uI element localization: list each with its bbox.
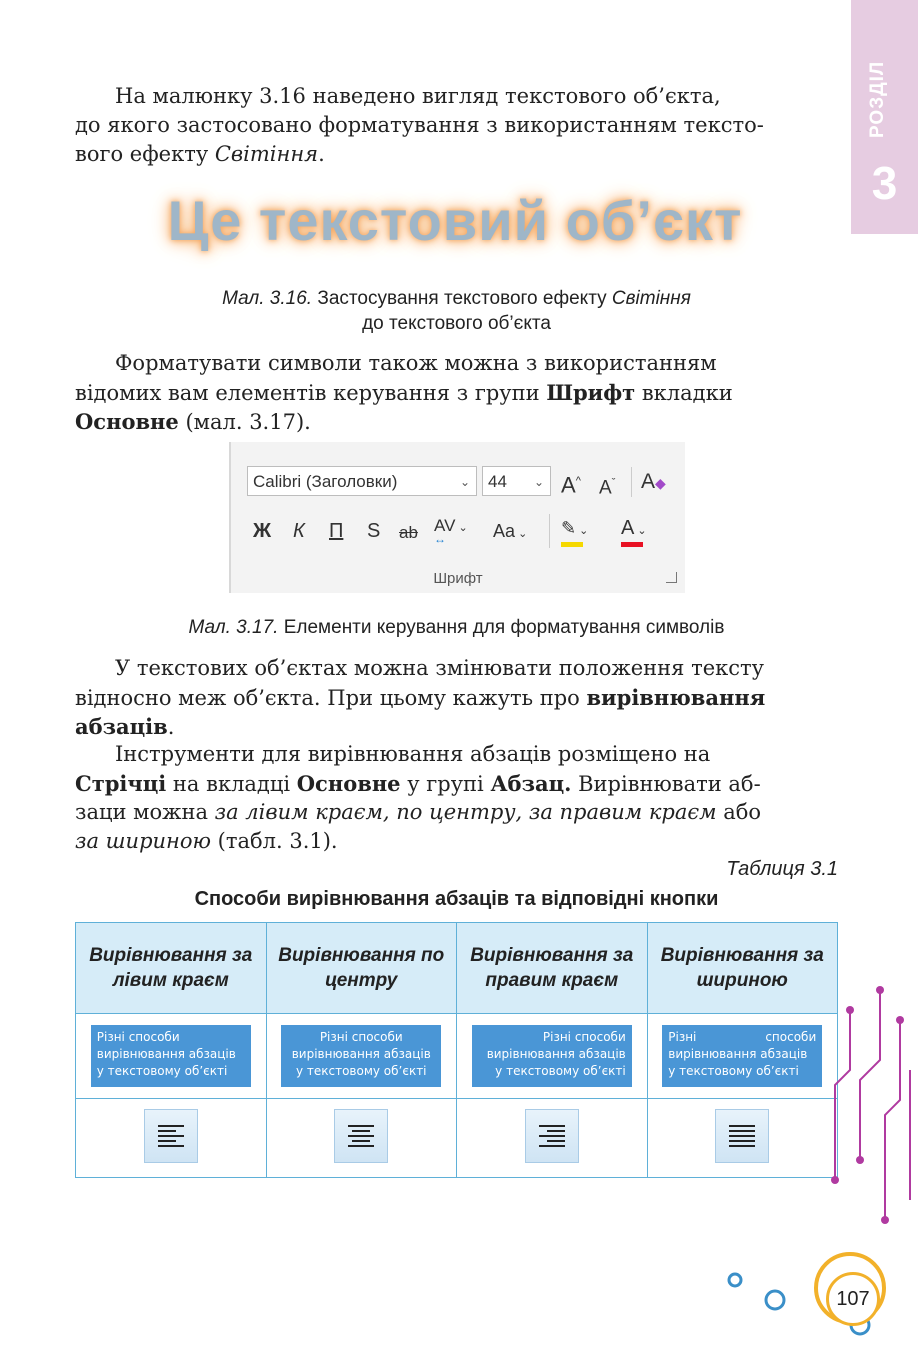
- chevron-down-icon: ⌄: [459, 475, 470, 489]
- font-ribbon-group: [229, 442, 685, 593]
- button-cell: [76, 1099, 267, 1178]
- figure-caption-3-16: Мал. 3.16. Застосування текстового ефекту Світіння до текстового об’єкта: [222, 288, 691, 334]
- font-name-combo[interactable]: Calibri (Заголовки) ⌄: [247, 466, 477, 496]
- marker-icon: ✎: [561, 518, 577, 538]
- eraser-icon: ◆: [655, 475, 666, 491]
- underline-button[interactable]: П: [329, 520, 344, 542]
- chapter-word: РОЗДІЛ: [867, 60, 888, 138]
- paragraph-line: На малюнку 3.16 наведено вигляд текстового об’єкта,: [115, 84, 721, 108]
- italic-button[interactable]: К: [293, 520, 305, 542]
- button-cell: [266, 1099, 457, 1178]
- change-case-button[interactable]: Aa ⌄: [493, 521, 528, 541]
- table-header-cell: Вирівнювання по центру: [266, 923, 457, 1014]
- spacing-arrows-icon: ↔: [434, 532, 446, 546]
- chapter-tab: [851, 0, 918, 234]
- dialog-launcher-icon[interactable]: [666, 572, 677, 583]
- table-header-cell: Вирівнювання за шириною: [647, 923, 838, 1014]
- group-label: Шрифт: [433, 570, 483, 587]
- font-color-button[interactable]: A ⌄: [621, 516, 647, 543]
- table-label: Таблиця 3.1: [726, 858, 838, 880]
- left-aligned-sample: Різні способи вирівнювання абзаців у текстовому об’єкті: [91, 1025, 251, 1087]
- paragraph-1: [75, 82, 838, 169]
- sample-cell: [76, 1014, 267, 1099]
- centered-sample: Різні способи вирівнювання абзаців у текстовому об’єкті: [281, 1025, 441, 1087]
- paragraph-line: вого ефекту Світіння.: [75, 142, 325, 166]
- table-header-cell: Вирівнювання за правим краєм: [457, 923, 648, 1014]
- page-number: 107: [826, 1272, 880, 1326]
- clear-formatting-button[interactable]: A◆: [641, 470, 666, 493]
- font-size-combo[interactable]: 44 ⌄: [482, 466, 551, 496]
- paragraph-3: У текстових об’єктах можна змінювати положення тексту відносно меж об’єкта. При цьому кажуть про вирівнювання абзаців.: [75, 656, 766, 739]
- character-spacing-button[interactable]: AV ⌄ ↔: [434, 516, 468, 546]
- align-center-icon[interactable]: [334, 1109, 388, 1163]
- right-aligned-sample: Різні способи вирівнювання абзаців у текстовому об’єкті: [472, 1025, 632, 1087]
- button-cell: [457, 1099, 648, 1178]
- sample-cell: [457, 1014, 648, 1099]
- shrink-font-button[interactable]: $A^ˇ$: [599, 477, 616, 499]
- paragraph-line: до якого застосовано форматування з використанням тексто-: [75, 113, 764, 137]
- glow-text-object: Це текстовий об’єкт: [167, 189, 743, 252]
- table-header-cell: Вирівнювання за лівим краєм: [76, 923, 267, 1014]
- strikethrough-button[interactable]: ab: [399, 523, 418, 542]
- grow-font-button[interactable]: A^: [561, 472, 581, 498]
- align-right-icon[interactable]: [525, 1109, 579, 1163]
- align-left-icon[interactable]: [144, 1109, 198, 1163]
- table-title: Способи вирівнювання абзаців та відповідні кнопки: [194, 888, 719, 910]
- sample-cell: [266, 1014, 457, 1099]
- highlight-color-button[interactable]: ✎ ⌄: [561, 516, 588, 543]
- paragraph-2: Форматувати символи також можна з використанням відомих вам елементів керування з групи Шрифт вкладки Основне (мал. 3.17).: [75, 351, 733, 434]
- circuit-decoration: [700, 980, 918, 1360]
- bold-button[interactable]: Ж: [253, 520, 272, 542]
- chapter-number: 3: [871, 157, 898, 209]
- justified-sample: Різні способи вирівнювання абзаців у текстовому об’єкті: [662, 1025, 822, 1087]
- paragraph-4: Інструменти для вирівнювання абзаців розміщено на Стрічці на вкладці Основне у групі Абзац. Вирівнювати аб- заци можна за лівим краєм, по центру, за правим краєм або за шириною (табл. 3.1).: [75, 742, 762, 853]
- text-shadow-button[interactable]: S: [367, 520, 381, 542]
- figure-caption-3-17: Мал. 3.17. Елементи керування для форматування символів: [188, 617, 725, 638]
- chevron-down-icon: ⌄: [533, 475, 544, 489]
